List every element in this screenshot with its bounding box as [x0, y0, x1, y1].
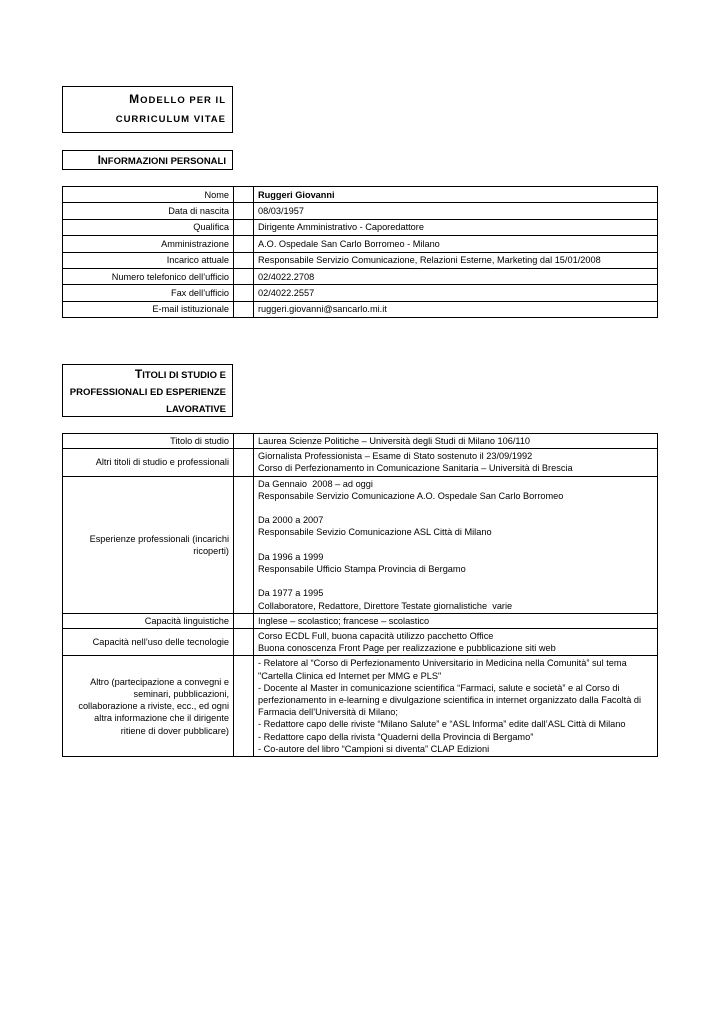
spacer-cell — [234, 434, 254, 449]
spacer-cell — [234, 629, 254, 656]
section-heading-titoli-line1-rest: ITOLI DI STUDIO E — [142, 370, 226, 381]
field-label: Nome — [63, 187, 234, 203]
label-line: Altro (partecipazione a convegni e — [90, 676, 229, 687]
field-label: Altri titoli di studio e professionali — [63, 449, 234, 476]
experience-role: Responsabile Ufficio Stampa Provincia di Bergamo — [258, 564, 466, 574]
label-line: altra informazione che il dirigente — [94, 713, 229, 724]
section-heading-personal-rest: NFORMAZIONI PERSONALI — [100, 156, 226, 167]
text-line: Buona conoscenza Front Page per realizzazione e pubblicazione siti web — [258, 643, 556, 654]
section-heading-titoli — [62, 364, 233, 417]
spacer-cell — [234, 219, 254, 235]
field-label: Titolo di studio — [63, 434, 234, 449]
cv-title-box — [62, 86, 233, 133]
personal-info-table — [62, 186, 658, 318]
field-label: Numero telefonico dell’ufficio — [63, 268, 234, 284]
label-line: ritiene di dover pubblicare) — [120, 725, 229, 736]
table-row — [63, 301, 658, 317]
field-label: Data di nascita — [63, 203, 234, 219]
cv-title-line1 — [63, 88, 226, 111]
spacer-cell — [234, 268, 254, 284]
field-value: Inglese – scolastico; francese – scolastico — [254, 613, 658, 628]
spacer-cell — [234, 252, 254, 268]
field-label — [63, 656, 234, 757]
field-label: Fax dell’ufficio — [63, 285, 234, 301]
table-row — [63, 203, 658, 219]
experience-role: Responsabile Servizio Comunicazione A.O. Ospedale San Carlo Borromeo — [258, 490, 564, 501]
text-line: Corso ECDL Full, buona capacità utilizzo pacchetto Office — [258, 631, 494, 641]
text-line: perfezionamento in e-learning e divulgazione scientifica in internet organizzato dalla Facoltà di — [258, 695, 642, 706]
field-value: 02/4022.2708 — [254, 268, 658, 284]
table-row — [63, 285, 658, 301]
experience-period: Da 1996 a 1999 — [258, 551, 324, 562]
experience-role: Collaboratore, Redattore, Direttore Testate giornalistiche varie — [258, 600, 513, 611]
text-line: - Redattore capo delle riviste “Milano Salute” e “ASL Informa” edite dall’ASL Città di Milano — [258, 719, 626, 730]
table-row — [63, 656, 658, 757]
text-line: Farmacia dell’Università di Milano; — [258, 707, 398, 718]
text-line: - Docente al Master in comunicazione scientifica “Farmaci, salute e società” e al Corso di — [258, 682, 620, 693]
section-heading-titoli-line1 — [63, 366, 226, 384]
table-row — [63, 449, 658, 476]
label-line: seminari, pubblicazioni, — [133, 688, 229, 699]
field-value: Laurea Scienze Politiche – Università degli Studi di Milano 106/110 — [254, 434, 658, 449]
experience-period: Da 1977 a 1995 — [258, 588, 324, 599]
spacer-cell — [234, 187, 254, 203]
field-value — [254, 629, 658, 656]
table-row — [63, 187, 658, 203]
experience-period: Da 2000 a 2007 — [258, 515, 324, 526]
spacer — [258, 539, 653, 551]
titoli-table — [62, 433, 658, 757]
experience-list — [254, 476, 658, 613]
spacer-cell — [234, 301, 254, 317]
field-value: Ruggeri Giovanni — [254, 187, 658, 203]
field-label: Amministrazione — [63, 236, 234, 252]
text-line: Corso di Perfezionamento in Comunicazione Sanitaria – Università di Brescia — [258, 463, 573, 474]
spacer-cell — [234, 236, 254, 252]
field-value — [254, 449, 658, 476]
label-line: collaborazione a riviste, ecc., ed ogni — [78, 701, 229, 712]
spacer — [258, 575, 653, 587]
field-value: A.O. Ospedale San Carlo Borromeo - Milano — [254, 236, 658, 252]
table-row — [63, 434, 658, 449]
section-heading-titoli-line2: PROFESSIONALI ED ESPERIENZE — [69, 387, 226, 398]
text-line: - Relatore al “Corso di Perfezionamento Universitario in Medicina nella Comunità” sul tema — [258, 658, 627, 669]
label-line: ricoperti) — [193, 545, 229, 556]
table-row — [63, 268, 658, 284]
table-row — [63, 219, 658, 235]
table-row — [63, 236, 658, 252]
field-label: Capacità linguistiche — [63, 613, 234, 628]
cv-title-line2: CURRICULUM VITAE — [115, 113, 226, 125]
spacer — [258, 502, 653, 514]
section-heading-personal — [62, 150, 233, 170]
text-line: Giornalista Professionista – Esame di Stato sostenuto il 23/09/1992 — [258, 451, 533, 462]
section-heading-titoli-initial: T — [134, 367, 143, 381]
field-label: Qualifica — [63, 219, 234, 235]
field-label: E-mail istituzionale — [63, 301, 234, 317]
text-line: - Co-autore del libro “Campioni si diventa” CLAP Edizioni — [258, 743, 490, 754]
table-row — [63, 629, 658, 656]
other-info — [254, 656, 658, 757]
experience-period: Da Gennaio 2008 – ad oggi — [258, 478, 373, 489]
cv-title-initial: M — [129, 92, 141, 106]
experience-role: Responsabile Sevizio Comunicazione ASL Città di Milano — [258, 527, 492, 538]
spacer-cell — [234, 449, 254, 476]
field-label — [63, 476, 234, 613]
spacer-cell — [234, 476, 254, 613]
email-value[interactable]: ruggeri.giovanni@sancarlo.mi.it — [254, 301, 658, 317]
text-line: "Cartella Clinica ed Internet per MMG e PLS" — [258, 670, 442, 681]
field-value: Responsabile Servizio Comunicazione, Relazioni Esterne, Marketing dal 15/01/2008 — [254, 252, 658, 268]
section-heading-personal-initial: I — [97, 153, 101, 167]
table-row — [63, 476, 658, 613]
section-heading-titoli-line3: LAVORATIVE — [166, 404, 226, 415]
spacer-cell — [234, 613, 254, 628]
spacer-cell — [234, 656, 254, 757]
field-value: 02/4022.2557 — [254, 285, 658, 301]
table-row — [63, 613, 658, 628]
text-line: - Redattore capo della rivista “Quaderni della Provincia di Bergamo” — [258, 731, 534, 742]
table-row — [63, 252, 658, 268]
spacer-cell — [234, 285, 254, 301]
cv-title-line1-rest: ODELLO PER IL — [140, 95, 226, 106]
spacer-cell — [234, 203, 254, 219]
label-line: Esperienze professionali (incarichi — [89, 533, 229, 544]
field-label: Incarico attuale — [63, 252, 234, 268]
field-label: Capacità nell’uso delle tecnologie — [63, 629, 234, 656]
field-value: Dirigente Amministrativo - Caporedattore — [254, 219, 658, 235]
field-value: 08/03/1957 — [254, 203, 658, 219]
